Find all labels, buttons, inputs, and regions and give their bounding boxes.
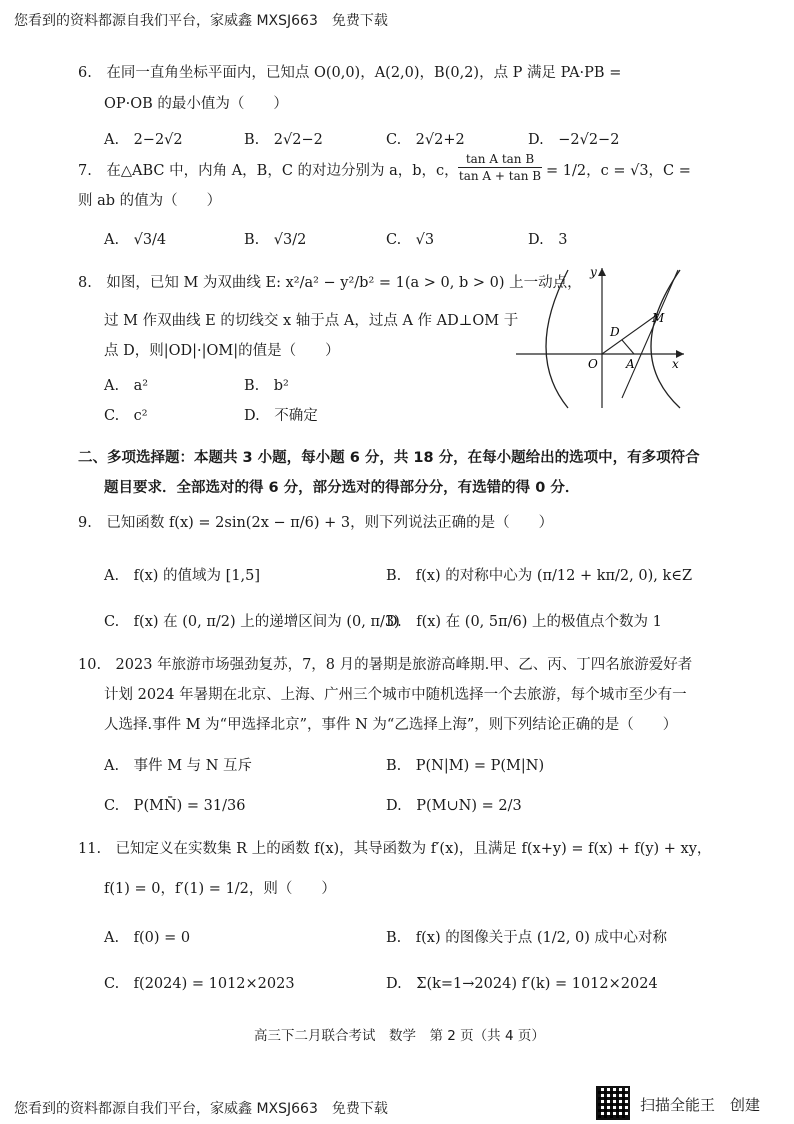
q6-option-c: C. 2√2+2 xyxy=(386,132,465,148)
label-d: D xyxy=(610,325,620,339)
q9-option-d: D. f(x) 在 (0, 5π/6) 上的极值点个数为 1 xyxy=(386,614,662,630)
q7-option-a: A. √3/4 xyxy=(104,232,167,248)
q6-option-d: D. −2√2−2 xyxy=(528,132,620,148)
hyperbola-right-branch xyxy=(651,270,680,408)
q10-option-b: B. P(N|M) = P(M|N) xyxy=(386,758,545,774)
q6-stem-line2: OP·OB 的最小值为（ ） xyxy=(104,96,288,112)
q7-option-c: C. √3 xyxy=(386,232,435,248)
q11-option-d: D. Σ(k=1→2024) f′(k) = 1012×2024 xyxy=(386,976,658,992)
q6-option-a: A. 2−2√2 xyxy=(104,132,183,148)
label-m: M xyxy=(652,311,665,325)
q7-frac-denominator: tan A + tan B xyxy=(458,169,542,183)
q11-stem-line2: f(1) = 0，f′(1) = 1/2，则（ ） xyxy=(104,881,336,897)
watermark-bottom: 您看到的资料都源自我们平台，家威鑫 MXSJ663 免费下载 xyxy=(14,1101,388,1117)
q11-option-b: B. f(x) 的图像关于点 (1/2, 0) 成中心对称 xyxy=(386,930,668,946)
q9-stem: 9. 已知函数 f(x) = 2sin(2x − π/6) + 3，则下列说法正确的是（ ） xyxy=(78,515,554,531)
q8-stem-line3: 点 D，则|OD|·|OM|的值是（ ） xyxy=(104,343,340,359)
q9-option-b: B. f(x) 的对称中心为 (π/12 + kπ/2, 0), k∈Z xyxy=(386,568,693,584)
q8-stem-line2: 过 M 作双曲线 E 的切线交 x 轴于点 A，过点 A 作 AD⊥OM 于 xyxy=(104,313,519,329)
q6-stem-line1: 6. 在同一直角坐标平面内，已知点 O(0,0)，A(2,0)，B(0,2)，点 P 满足 PA·PB = xyxy=(78,65,622,81)
q7-option-d: D. 3 xyxy=(528,232,568,248)
q6-option-b: B. 2√2−2 xyxy=(244,132,323,148)
q11-option-a: A. f(0) = 0 xyxy=(104,930,191,946)
section-2-line2: 题目要求．全部选对的得 6 分，部分选对的得部分分，有选错的得 0 分． xyxy=(104,480,580,496)
q10-stem-line2: 计划 2024 年暑期在北京、上海、广州三个城市中随机选择一个去旅游，每个城市至少有一 xyxy=(104,687,687,703)
q10-option-d: D. P(M∪N) = 2/3 xyxy=(386,798,522,814)
scanner-badge-text: 扫描全能王 创建 xyxy=(640,1096,761,1114)
label-a: A xyxy=(626,357,635,371)
q10-option-c: C. P(MN̄) = 31/36 xyxy=(104,798,246,814)
watermark-top: 您看到的资料都源自我们平台，家威鑫 MXSJ663 免费下载 xyxy=(14,13,388,29)
q7-stem-tail: = 1/2，c = √3，C = xyxy=(546,163,691,179)
q9-option-c: C. f(x) 在 (0, π/2) 上的递增区间为 (0, π/3) xyxy=(104,614,400,630)
q8-option-c: C. c² xyxy=(104,408,148,424)
q7-fraction xyxy=(458,152,542,183)
q8-option-b: B. b² xyxy=(244,378,289,394)
segment-ad xyxy=(622,340,634,354)
page-footer: 高三下二月联合考试 数学 第 2 页（共 4 页） xyxy=(254,1028,545,1044)
label-o: O xyxy=(588,357,598,371)
q7-option-b: B. √3/2 xyxy=(244,232,307,248)
q10-option-a: A. 事件 M 与 N 互斥 xyxy=(104,758,253,774)
label-y: y xyxy=(590,265,597,279)
q7-stem-line1: 7. 在△ABC 中，内角 A，B，C 的对边分别为 a，b，c， xyxy=(78,163,459,179)
y-axis-arrow xyxy=(598,268,606,276)
hyperbola-left-branch xyxy=(546,270,568,408)
q8-option-d: D. 不确定 xyxy=(244,408,318,424)
q9-option-a: A. f(x) 的值域为 [1,5] xyxy=(104,568,261,584)
q8-option-a: A. a² xyxy=(104,378,149,394)
label-x: x xyxy=(672,357,679,371)
q11-option-c: C. f(2024) = 1012×2023 xyxy=(104,976,295,992)
qr-code-icon xyxy=(596,1086,630,1120)
q7-stem-line2: 则 ab 的值为（ ） xyxy=(78,193,222,209)
q10-stem-line1: 10. 2023 年旅游市场强劲复苏，7，8 月的暑期是旅游高峰期.甲、乙、丙、丁四名旅游爱好者 xyxy=(78,657,693,673)
section-2-line1: 二、多项选择题：本题共 3 小题，每小题 6 分，共 18 分，在每小题给出的选项中，有多项符合 xyxy=(78,450,700,466)
q8-stem-line1: 8. 如图，已知 M 为双曲线 E: x²/a² − y²/b² = 1(a > 0, b > 0) 上一动点， xyxy=(78,275,582,291)
hyperbola-figure xyxy=(510,262,690,412)
q10-stem-line3: 人选择.事件 M 为“甲选择北京”，事件 N 为“乙选择上海”，则下列结论正确的是（ ） xyxy=(104,717,678,733)
q7-frac-numerator: tan A tan B xyxy=(458,152,542,168)
q11-stem-line1: 11. 已知定义在实数集 R 上的函数 f(x)，其导函数为 f′(x)，且满足 f(x+y) = f(x) + f(y) + xy， xyxy=(78,841,712,857)
